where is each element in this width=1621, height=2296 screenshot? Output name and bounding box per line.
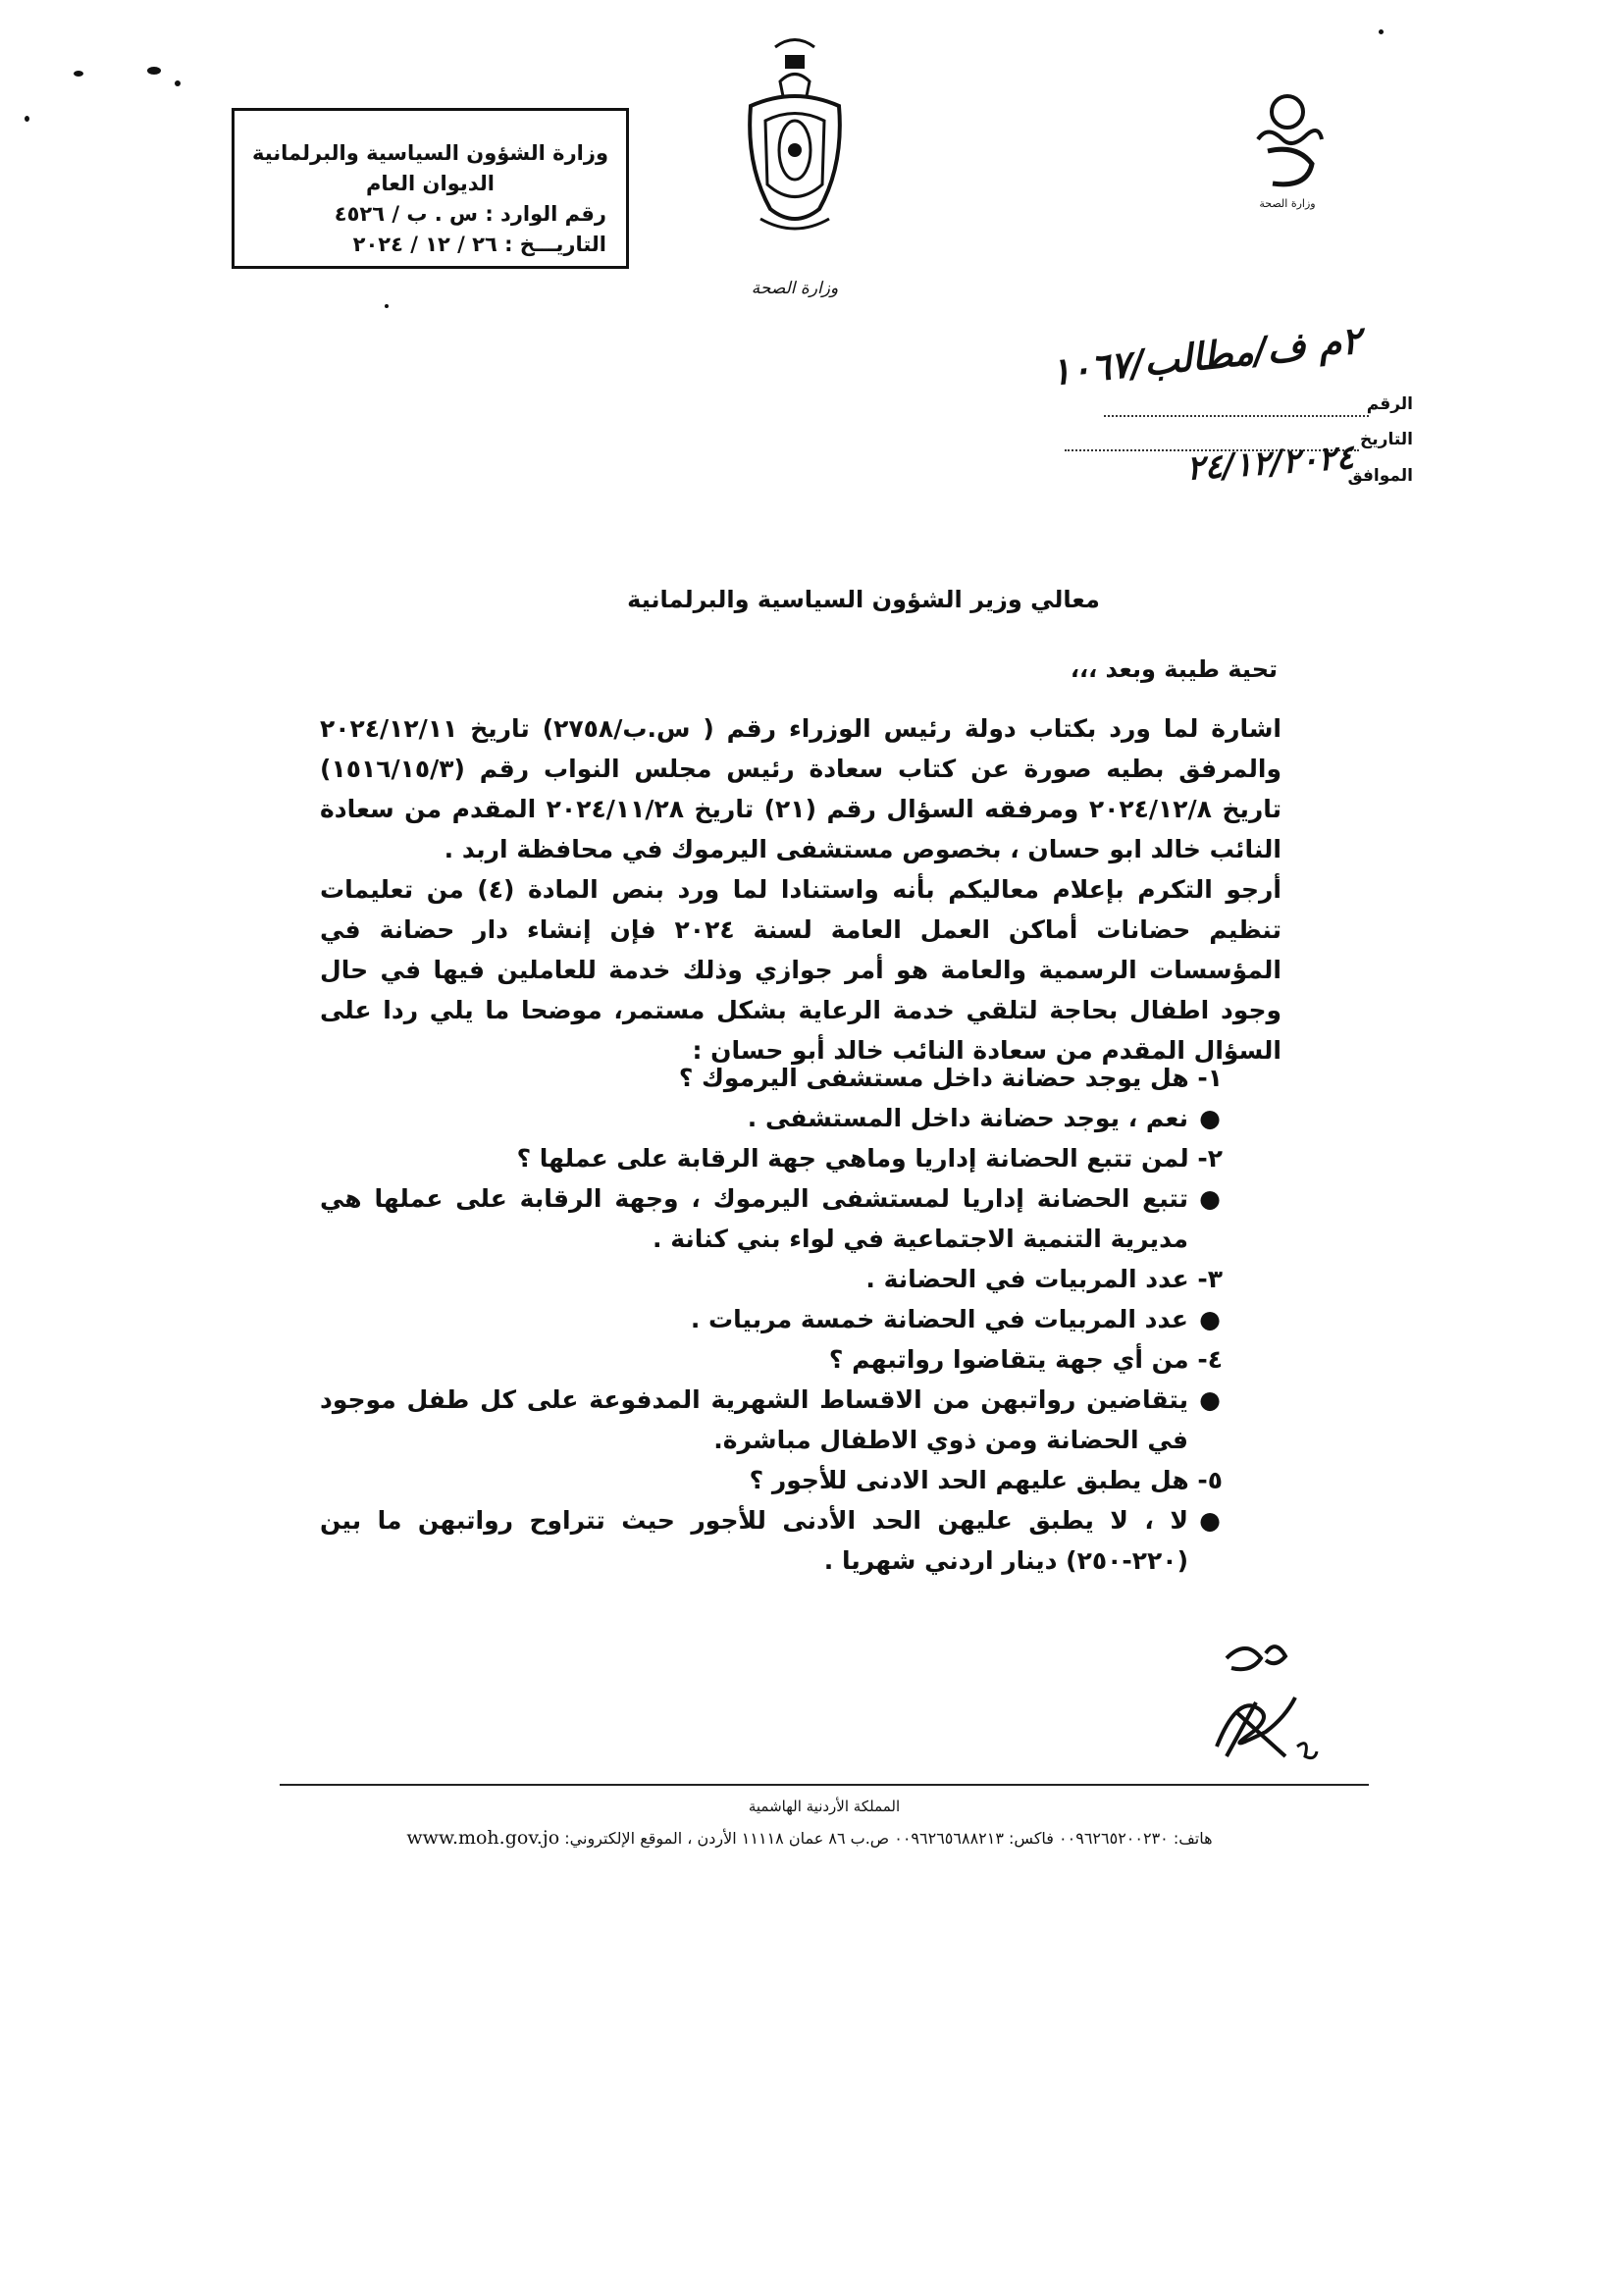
stamp-department: الديوان العام: [366, 172, 495, 195]
scan-speck: [74, 71, 83, 77]
paragraph-response: أرجو التكرم بإعلام معاليكم بأنه واستنادا لما ورد بنص المادة (٤) من تعليمات تنظيم حضانات أماكن العمل العامة لسنة ٢٠٢٤ فإن إنشاء دار حضانة في المؤسسات الرسمية والعامة هو أمر جوازي وذلك خدمة للعاملين فيها في حال وجود اطفال بحاجة لتلقي خدمة الرعاية بشكل مستمر، موضحا ما يلي ردا على السؤال المقدم من سعادة النائب خالد أبو حسان :: [320, 875, 1281, 1065]
answer-1: [320, 1098, 1281, 1138]
answer-text: لا ، لا يطبق عليهن الحد الأدنى للأجور حيث تتراوح رواتبهن ما بين (٢٢٠-٢٥٠) دينار اردني شهريا .: [320, 1506, 1188, 1575]
coat-of-arms-icon: [736, 27, 854, 253]
questions-list: [320, 1058, 1281, 1581]
scan-speck: [25, 116, 29, 122]
scan-speck: [1379, 29, 1384, 34]
bullet-icon: ●: [1199, 1104, 1221, 1132]
signature: [1207, 1639, 1325, 1776]
scan-speck: [175, 80, 181, 86]
stamp-incoming-number: [235, 199, 626, 230]
question-3: ٣- عدد المربيات في الحضانة .: [865, 1265, 1223, 1293]
question-1: ١- هل يوجد حضانة داخل مستشفى اليرموك ؟: [678, 1064, 1223, 1092]
answer-2: [320, 1178, 1281, 1259]
bullet-icon: ●: [1199, 1385, 1221, 1414]
question-5: ٥- هل يطبق عليهم الحد الادنى للأجور ؟: [749, 1466, 1223, 1494]
bullet-icon: ●: [1199, 1506, 1221, 1535]
ministry-of-health-logo: [1238, 90, 1336, 218]
bullet-icon: ●: [1199, 1184, 1221, 1213]
footer-website-link[interactable]: www.moh.gov.jo: [406, 1827, 560, 1849]
addressee: معالي وزير الشؤون السياسية والبرلمانية: [627, 586, 1100, 613]
answer-text: عدد المربيات في الحضانة خمسة مربيات .: [690, 1305, 1188, 1333]
answer-text: تتبع الحضانة إداريا لمستشفى اليرموك ، وجهة الرقابة على عملها هي مديرية التنمية الاجتماعية في لواء بني كنانة .: [320, 1184, 1188, 1253]
stamp-date-value: ٢٦ / ١٢ / ٢٠٢٤: [352, 233, 497, 256]
logo-caption: وزارة الصحة: [1259, 197, 1316, 210]
ref-date-label: التاريخ: [1360, 430, 1413, 449]
footer-contact: [348, 1827, 1271, 1849]
coat-of-arms: [736, 27, 854, 302]
ref-corresponding-handwritten: ٢٤/١٢/٢٠٢٤: [1184, 438, 1356, 489]
bullet-icon: ●: [1199, 1305, 1221, 1333]
greeting: تحية طيبة وبعد ،،،: [1070, 655, 1278, 683]
footer-contact-details: هاتف: ٠٠٩٦٢٦٥٢٠٠٢٣٠ فاكس: ٠٠٩٦٢٦٥٦٨٨٢١٣ ص.ب ٨٦ عمان ١١١١٨ الأردن ، الموقع الإلكتروني:: [564, 1829, 1213, 1848]
question-4: ٤- من أي جهة يتقاضوا رواتبهم ؟: [828, 1345, 1223, 1374]
ref-number-dots: [1104, 415, 1369, 417]
stamp-date-label: التاريـــخ :: [504, 233, 606, 256]
scan-speck: [385, 304, 389, 308]
moh-logo-icon: [1238, 90, 1336, 193]
paragraph-reference: اشارة لما ورد بكتاب دولة رئيس الوزراء رقم ( س.ب/٢٧٥٨) تاريخ ٢٠٢٤/١٢/١١ والمرفق بطيه صورة عن كتاب سعادة رئيس مجلس النواب رقم (١٥١٦/١٥/٣) تاريخ ٢٠٢٤/١٢/٨ ومرفقه السؤال رقم (٢١) تاريخ ٢٠٢٤/١١/٢٨ المقدم من سعادة النائب خالد ابو حسان ، بخصوص مستشفى اليرموك في محافظة اربد .: [320, 714, 1282, 863]
stamp-ministry: وزارة الشؤون السياسية والبرلمانية: [251, 141, 609, 165]
ref-corresponding-label: الموافق: [1347, 466, 1413, 486]
footer-divider: [280, 1784, 1369, 1786]
signature-icon: [1207, 1639, 1325, 1776]
incoming-label: رقم الوارد :: [485, 202, 606, 226]
scan-speck: [147, 67, 161, 75]
ref-number-handwritten: ٢م ف/مطالب/١٠٦٧: [1048, 317, 1364, 394]
letter-body: [320, 708, 1281, 1070]
emblem-caption: وزارة الصحة: [751, 279, 839, 298]
footer-country: المملكة الأردنية الهاشمية: [748, 1798, 901, 1815]
incoming-stamp: [232, 108, 629, 269]
answer-3: [320, 1299, 1281, 1339]
answer-5: [320, 1500, 1281, 1581]
stamp-date: [235, 230, 626, 260]
question-2: ٢- لمن تتبع الحضانة إداريا وماهي جهة الرقابة على عملها ؟: [516, 1144, 1223, 1173]
answer-text: يتقاضين رواتبهن من الاقساط الشهرية المدفوعة على كل طفل موجود في الحضانة ومن ذوي الاطفال مباشرة.: [320, 1385, 1188, 1454]
answer-4: [320, 1380, 1281, 1460]
incoming-value: س . ب / ٤٥٢٦: [334, 202, 479, 226]
reference-block: [1020, 317, 1423, 491]
ref-number-label: الرقم: [1366, 394, 1413, 414]
answer-text: نعم ، يوجد حضانة داخل المستشفى .: [747, 1104, 1188, 1132]
